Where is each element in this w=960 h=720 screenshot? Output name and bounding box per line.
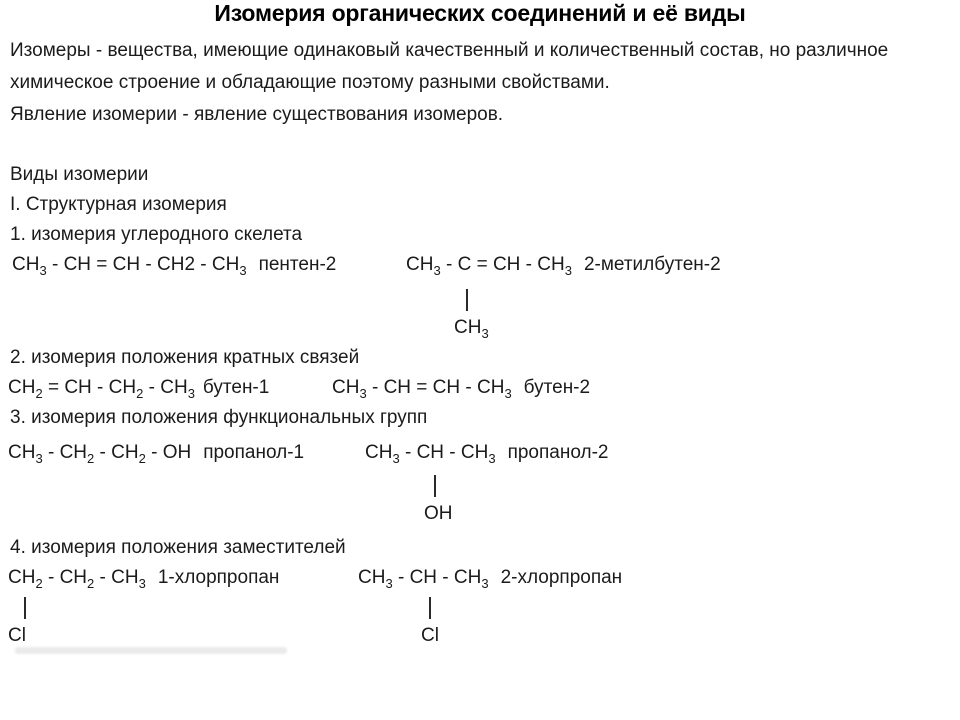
section-2-heading: 2. изомерия положения кратных связей (10, 347, 360, 368)
section-3-heading: 3. изомерия положения функциональных групп (10, 407, 428, 428)
formula-buten-2-structure: $CH_3$ - CH = CH - $CH_3$ (332, 377, 512, 401)
formula-penten-2 (12, 254, 336, 276)
branch-oh: OH (424, 503, 453, 524)
formula-1-chloropropane (8, 567, 279, 589)
branch-cl-left: Cl (8, 625, 26, 646)
section-4-heading: 4. изомерия положения заместителей (10, 537, 346, 558)
formula-propanol-2-structure: $CH_3$ - CH - $CH_3$ (365, 442, 496, 466)
formula-propanol-2 (365, 442, 608, 464)
section-1-heading: 1. изомерия углеродного скелета (10, 224, 303, 245)
formula-2-methylbuten-2 (406, 254, 721, 276)
formula-2-chloropropane-name: 2-хлорпропан (500, 567, 623, 588)
formula-2-chloropropane-structure: $CH_3$ - CH - $CH_3$ (358, 567, 489, 591)
formula-buten-1-name: бутен-1 (202, 377, 270, 398)
formula-penten-2-name: пентен-2 (258, 254, 337, 275)
formula-buten-2 (332, 377, 590, 399)
bond-line (466, 289, 468, 311)
intro-phenomenon-line: Явление изомерии - явление существования изомеров. (10, 104, 504, 125)
formula-penten-2-structure: $CH_3$ - CH = CH - $CH2 - CH_3$ (12, 254, 247, 278)
structural-isomerism-heading: I. Структурная изомерия (10, 194, 227, 215)
formula-propanol-1-name: пропанол-1 (203, 442, 305, 463)
formula-buten-1-structure: $CH_2$ = CH - $CH_2 - CH_3$ (8, 377, 195, 401)
watermark-smudge (15, 647, 287, 654)
formula-buten-1 (8, 377, 269, 399)
types-heading: Виды изомерии (10, 164, 149, 185)
formula-2-methylbuten-2-name: 2-метилбутен-2 (583, 254, 721, 275)
formula-propanol-1-structure: $CH_3 - CH_2 - CH_2$ - OH (8, 442, 192, 466)
bond-line (434, 475, 436, 497)
formula-buten-2-name: бутен-2 (523, 377, 591, 398)
branch-ch3: $CH_3$ (454, 317, 489, 341)
bond-line (24, 597, 26, 619)
formula-2-methylbuten-2-structure: $CH_3$ - C = CH - $CH_3$ (406, 254, 572, 278)
formula-propanol-2-name: пропанол-2 (507, 442, 609, 463)
bond-line (429, 597, 431, 619)
formula-propanol-1 (8, 442, 304, 464)
formula-1-chloropropane-structure: $CH_2 - CH_2 - CH_3$ (8, 567, 146, 591)
intro-definition-line-2: химическое строение и обладающие поэтому разными свойствами. (10, 72, 610, 93)
branch-cl-right: Cl (421, 625, 439, 646)
intro-definition-line-1: Изомеры - вещества, имеющие одинаковый качественный и количественный состав, но различное (10, 40, 889, 61)
formula-1-chloropropane-name: 1-хлорпропан (157, 567, 280, 588)
page-title: Изомерия органических соединений и её виды (214, 0, 746, 26)
formula-2-chloropropane (358, 567, 622, 589)
